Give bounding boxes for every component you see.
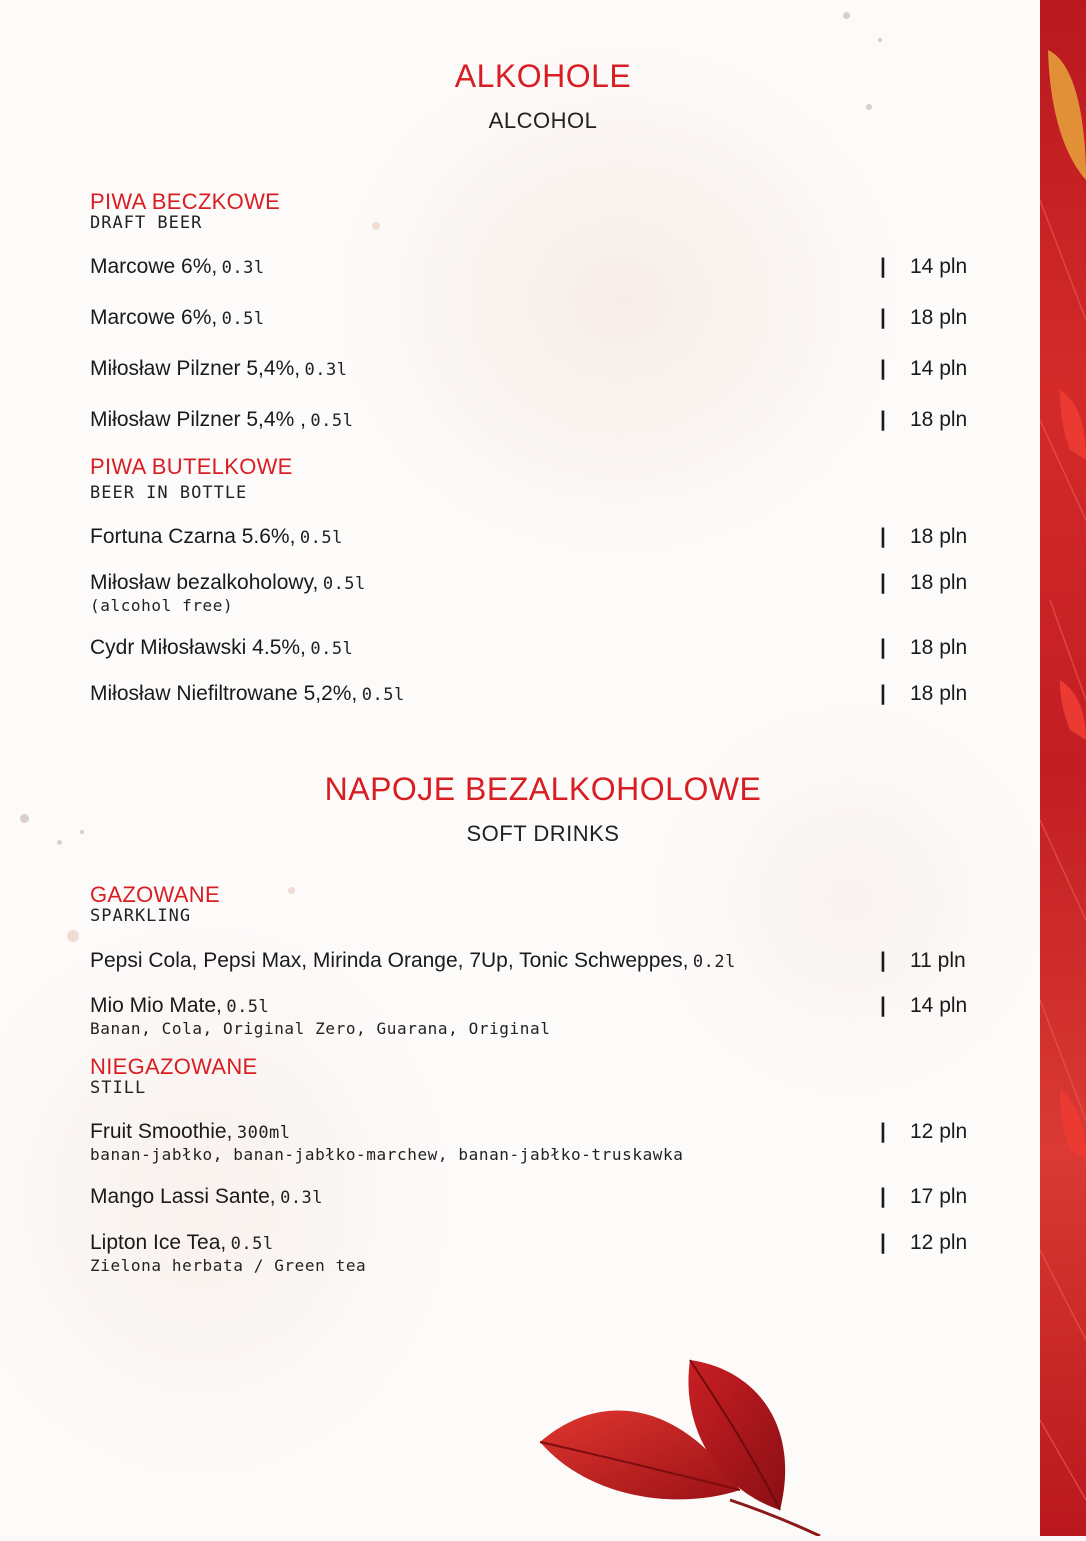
category-title-sparkling: GAZOWANE	[90, 882, 220, 907]
category-subtitle-sparkling: SPARKLING	[90, 906, 192, 926]
decor-speck	[288, 887, 295, 894]
item-description: Banan, Cola, Original Zero, Guarana, Original	[90, 1019, 551, 1038]
menu-item	[90, 682, 990, 706]
item-price-cell	[880, 949, 970, 973]
price-separator: |	[880, 949, 886, 972]
item-price-cell	[880, 682, 970, 706]
item-volume: 0.3l	[304, 360, 348, 380]
category-subtitle-bottle: BEER IN BOTTLE	[90, 483, 248, 503]
item-price: 18 pln	[910, 306, 968, 329]
menu-item	[90, 306, 990, 330]
leaf-pattern-icon	[1040, 0, 1086, 1536]
item-name: Fruit Smoothie,	[90, 1120, 233, 1143]
red-leaves-icon	[530, 1350, 860, 1541]
category-subtitle-still: STILL	[90, 1078, 147, 1098]
item-name: Mango Lassi Sante,	[90, 1185, 276, 1208]
item-name: Pepsi Cola, Pepsi Max, Mirinda Orange, 7Up, Tonic Schweppes,	[90, 949, 689, 972]
item-price-cell	[880, 994, 970, 1018]
price-separator: |	[880, 408, 886, 431]
price-separator: |	[880, 994, 886, 1017]
decor-speck	[67, 930, 79, 942]
item-name: Fortuna Czarna 5.6%,	[90, 525, 296, 548]
section-subtitle-soft: SOFT DRINKS	[466, 821, 620, 846]
price-separator: |	[880, 306, 886, 329]
item-price: 18 pln	[910, 571, 968, 594]
menu-item	[90, 357, 990, 381]
section-title-soft: NAPOJE BEZALKOHOLOWE	[324, 771, 762, 807]
price-separator: |	[880, 255, 886, 278]
item-name: Miłosław Pilzner 5,4%,	[90, 357, 301, 380]
menu-item	[90, 255, 990, 279]
item-volume: 0.5l	[226, 997, 270, 1017]
price-separator: |	[880, 357, 886, 380]
category-title-draft: PIWA BECZKOWE	[90, 189, 281, 214]
menu-item	[90, 949, 990, 973]
menu-item	[90, 525, 990, 549]
menu-item	[90, 571, 990, 615]
item-price-cell	[880, 1120, 970, 1144]
item-price-cell	[880, 306, 970, 330]
decor-speck	[843, 12, 850, 19]
item-price-cell	[880, 1231, 970, 1255]
item-volume: 300ml	[236, 1123, 291, 1143]
item-price-cell	[880, 525, 970, 549]
item-price-cell	[880, 255, 970, 279]
item-price-cell	[880, 408, 970, 432]
category-subtitle-draft: DRAFT BEER	[90, 213, 203, 233]
price-separator: |	[880, 636, 886, 659]
item-name: Marcowe 6%,	[90, 306, 218, 329]
decor-speck	[372, 222, 380, 230]
price-separator: |	[880, 1185, 886, 1208]
item-price-cell	[880, 1185, 970, 1209]
section-title-alcohol: ALKOHOLE	[454, 58, 632, 94]
price-separator: |	[880, 525, 886, 548]
menu-item	[90, 636, 990, 660]
item-price: 12 pln	[910, 1120, 968, 1143]
item-price: 18 pln	[910, 525, 968, 548]
item-name: Miłosław Niefiltrowane 5,2%,	[90, 682, 358, 705]
item-price: 14 pln	[910, 994, 968, 1017]
price-separator: |	[880, 1231, 886, 1254]
category-title-bottle: PIWA BUTELKOWE	[90, 454, 293, 479]
item-description: (alcohol free)	[90, 596, 234, 615]
menu-item	[90, 1120, 990, 1164]
menu-item	[90, 1185, 990, 1209]
price-separator: |	[880, 1120, 886, 1143]
item-description: Zielona herbata / Green tea	[90, 1256, 367, 1275]
item-volume: 0.5l	[322, 574, 366, 594]
item-price-cell	[880, 636, 970, 660]
item-price: 17 pln	[910, 1185, 968, 1208]
decor-speck	[878, 38, 882, 42]
menu-item	[90, 994, 990, 1038]
item-price: 18 pln	[910, 682, 968, 705]
item-price: 14 pln	[910, 255, 968, 278]
item-volume: 0.3l	[221, 258, 265, 278]
item-volume: 0.3l	[280, 1188, 324, 1208]
item-price: 12 pln	[910, 1231, 968, 1254]
item-name: Cydr Miłosławski 4.5%,	[90, 636, 306, 659]
category-title-still: NIEGAZOWANE	[90, 1054, 258, 1079]
item-volume: 0.5l	[310, 411, 354, 431]
item-name: Lipton Ice Tea,	[90, 1231, 227, 1254]
item-volume: 0.5l	[361, 685, 405, 705]
item-volume: 0.5l	[221, 309, 265, 329]
price-separator: |	[880, 571, 886, 594]
item-price-cell	[880, 571, 970, 595]
item-volume: 0.5l	[310, 639, 354, 659]
item-name: Mio Mio Mate,	[90, 994, 222, 1017]
item-volume: 0.5l	[299, 528, 343, 548]
item-price: 18 pln	[910, 636, 968, 659]
item-price: 18 pln	[910, 408, 968, 431]
item-description: banan-jabłko, banan-jabłko-marchew, banan-jabłko-truskawka	[90, 1145, 684, 1164]
item-volume: 0.5l	[230, 1234, 274, 1254]
item-volume: 0.2l	[692, 952, 736, 972]
section-subtitle-alcohol: ALCOHOL	[488, 108, 598, 133]
item-price: 11 pln	[910, 949, 966, 972]
item-price: 14 pln	[910, 357, 968, 380]
item-price-cell	[880, 357, 970, 381]
menu-item	[90, 1231, 990, 1275]
item-name: Miłosław bezalkoholowy,	[90, 571, 319, 594]
price-separator: |	[880, 682, 886, 705]
item-name: Marcowe 6%,	[90, 255, 218, 278]
item-name: Miłosław Pilzner 5,4% ,	[90, 408, 306, 431]
menu-item	[90, 408, 990, 432]
